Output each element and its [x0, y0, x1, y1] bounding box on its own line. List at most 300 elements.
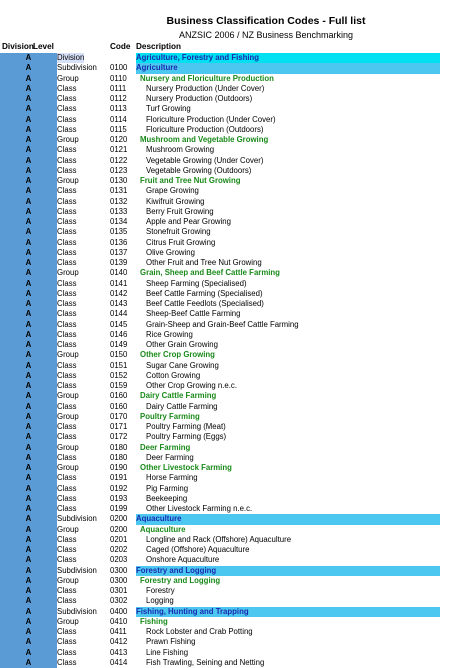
division-cell: A [0, 63, 57, 73]
description-cell: Prawn Fishing [146, 637, 196, 647]
description-cell: Floriculture Production (Outdoors) [146, 124, 264, 134]
division-cell: A [0, 84, 57, 94]
description-cell: Sugar Cane Growing [146, 360, 219, 370]
level-cell: Class [57, 422, 77, 431]
level-cell: Subdivision [57, 514, 97, 524]
division-cell: A [0, 607, 57, 617]
level-cell: Group [57, 411, 79, 421]
level-cell: Class [57, 309, 77, 319]
code-cell: 0301 [110, 586, 128, 595]
level-cell: Class [57, 278, 77, 288]
code-cell: 0202 [110, 545, 128, 554]
description-cell: Caged (Offshore) Aquaculture [146, 545, 250, 554]
level-cell: Group [57, 575, 79, 585]
division-cell: A [0, 238, 57, 248]
code-cell: 0135 [110, 227, 128, 237]
table-row [0, 248, 452, 258]
division-cell: A [0, 596, 57, 606]
code-cell: 0300 [110, 565, 128, 575]
division-cell: A [0, 463, 57, 473]
division-cell: A [0, 658, 57, 668]
code-cell: 0199 [110, 504, 128, 513]
level-cell: Class [57, 627, 77, 636]
code-cell: 0111 [110, 83, 127, 93]
code-cell: 0120 [110, 135, 128, 144]
table-row [0, 391, 452, 401]
division-cell: A [0, 166, 57, 176]
table-row [0, 197, 452, 207]
level-cell: Class [57, 555, 77, 565]
division-cell: A [0, 104, 57, 114]
code-cell: 0180 [110, 452, 128, 462]
table-row [0, 617, 452, 627]
code-cell: 0192 [110, 483, 128, 493]
division-cell: A [0, 361, 57, 371]
division-cell: A [0, 207, 57, 217]
table-row [0, 145, 452, 155]
table-row [0, 115, 452, 125]
code-cell: 0146 [110, 329, 128, 339]
classification-table [0, 53, 452, 668]
division-cell: A [0, 320, 57, 330]
table-row [0, 361, 452, 371]
table-row [0, 135, 452, 145]
table-row [0, 453, 452, 463]
code-cell: 0143 [110, 299, 128, 308]
description-cell: Kiwifruit Growing [146, 196, 205, 206]
division-cell: A [0, 586, 57, 596]
level-cell: Class [57, 360, 77, 370]
table-row [0, 504, 452, 514]
code-cell: 0410 [110, 616, 128, 626]
code-cell: 0171 [110, 422, 128, 431]
level-cell: Class [57, 381, 77, 390]
table-row [0, 412, 452, 422]
table-row [0, 53, 452, 63]
code-cell: 0150 [110, 350, 128, 360]
division-cell: A [0, 371, 57, 381]
level-cell: Group [57, 176, 79, 185]
code-cell: 0123 [110, 165, 128, 175]
division-cell: A [0, 350, 57, 360]
level-cell: Class [57, 114, 77, 124]
code-cell: 0112 [110, 94, 127, 103]
code-cell: 0159 [110, 381, 128, 390]
table-row [0, 637, 452, 647]
level-cell: Group [57, 350, 79, 360]
level-cell: Class [57, 637, 77, 647]
division-cell: A [0, 514, 57, 524]
level-cell: Class [57, 452, 77, 462]
code-cell: 0413 [110, 647, 128, 657]
level-cell: Group [57, 268, 79, 278]
level-cell: Class [57, 401, 77, 411]
division-cell: A [0, 494, 57, 504]
description-cell: Forestry and Logging [140, 575, 221, 585]
code-cell: 0133 [110, 206, 128, 216]
description-cell: Forestry [146, 586, 175, 595]
table-row [0, 74, 452, 84]
table-row [0, 648, 452, 658]
division-cell: A [0, 566, 57, 576]
description-cell: Logging [146, 596, 174, 606]
table-row [0, 340, 452, 350]
division-cell: A [0, 381, 57, 391]
description-cell: Beekeeping [146, 493, 188, 503]
description-cell: Cotton Growing [146, 370, 201, 380]
level-cell: Class [57, 94, 77, 103]
description-cell: Sheep-Beef Cattle Farming [146, 309, 241, 319]
level-cell: Class [57, 258, 77, 267]
description-cell: Forestry and Logging [136, 566, 440, 576]
division-cell: A [0, 145, 57, 155]
code-cell: 0414 [110, 657, 128, 667]
description-cell: Poultry Farming (Eggs) [146, 432, 227, 442]
table-row [0, 463, 452, 473]
division-cell: A [0, 484, 57, 494]
description-cell: Longline and Rack (Offshore) Aquaculture [146, 534, 292, 544]
level-cell: Class [57, 504, 77, 513]
division-cell: A [0, 648, 57, 658]
table-row [0, 176, 452, 186]
description-cell: Fishing, Hunting and Trapping [136, 607, 440, 617]
code-cell: 0144 [110, 309, 128, 319]
description-cell: Poultry Farming (Meat) [146, 422, 226, 431]
description-cell: Agriculture, Forestry and Fishing [136, 53, 440, 63]
description-cell: Sheep Farming (Specialised) [146, 278, 247, 288]
column-header-division: Division [2, 42, 34, 51]
level-cell: Group [57, 391, 79, 401]
description-cell: Aquaculture [136, 514, 440, 524]
division-cell: A [0, 74, 57, 84]
division-cell: A [0, 504, 57, 514]
division-cell: A [0, 309, 57, 319]
code-cell: 0121 [110, 145, 128, 155]
division-cell: A [0, 473, 57, 483]
description-cell: Rock Lobster and Crab Potting [146, 627, 253, 636]
division-cell: A [0, 637, 57, 647]
page-title: Business Classification Codes - Full list [166, 15, 366, 27]
division-cell: A [0, 576, 57, 586]
description-cell: Fishing [140, 616, 168, 626]
division-cell: A [0, 412, 57, 422]
level-cell: Class [57, 432, 77, 442]
column-header-level: Level [33, 42, 54, 51]
code-cell: 0100 [110, 63, 128, 73]
level-cell: Class [57, 165, 77, 175]
table-row [0, 566, 452, 576]
page-subtitle: ANZSIC 2006 / NZ Business Benchmarking [178, 30, 354, 40]
division-cell: A [0, 197, 57, 207]
level-cell: Class [57, 196, 77, 206]
level-cell: Class [57, 237, 77, 247]
level-cell: Division [57, 53, 85, 62]
division-cell: A [0, 176, 57, 186]
table-row [0, 238, 452, 248]
description-cell: Poultry Farming [140, 411, 200, 421]
division-cell: A [0, 525, 57, 535]
code-cell: 0160 [110, 391, 128, 401]
description-cell: Other Grain Growing [146, 340, 218, 349]
code-cell: 0145 [110, 319, 128, 329]
table-row [0, 627, 452, 637]
description-cell: Other Fruit and Tree Nut Growing [146, 258, 262, 267]
level-cell: Class [57, 493, 77, 503]
description-cell: Other Livestock Farming [140, 463, 232, 472]
table-row [0, 576, 452, 586]
division-cell: A [0, 248, 57, 258]
description-cell: Onshore Aquaculture [146, 555, 220, 565]
level-cell: Subdivision [57, 606, 97, 616]
level-cell: Group [57, 524, 79, 534]
level-cell: Group [57, 463, 79, 472]
table-row [0, 555, 452, 565]
description-cell: Mushroom Growing [146, 145, 215, 155]
level-cell: Group [57, 442, 79, 452]
code-cell: 0141 [110, 278, 128, 288]
table-row [0, 381, 452, 391]
code-cell: 0140 [110, 268, 128, 278]
table-row [0, 514, 452, 524]
description-cell: Beef Cattle Feedlots (Specialised) [146, 299, 264, 308]
description-cell: Floriculture Production (Under Cover) [146, 114, 276, 124]
code-cell: 0180 [110, 442, 128, 452]
division-cell: A [0, 299, 57, 309]
division-cell: A [0, 330, 57, 340]
division-cell: A [0, 135, 57, 145]
table-row [0, 443, 452, 453]
description-cell: Line Fishing [146, 647, 189, 657]
code-cell: 0191 [110, 473, 128, 483]
description-cell: Berry Fruit Growing [146, 206, 214, 216]
division-cell: A [0, 340, 57, 350]
level-cell: Group [57, 616, 79, 626]
table-row [0, 596, 452, 606]
division-cell: A [0, 115, 57, 125]
division-cell: A [0, 258, 57, 268]
description-cell: Citrus Fruit Growing [146, 237, 216, 247]
table-row [0, 535, 452, 545]
code-cell: 0170 [110, 411, 128, 421]
description-cell: Olive Growing [146, 247, 195, 257]
code-cell: 0411 [110, 627, 127, 636]
code-cell: 0149 [110, 340, 128, 349]
level-cell: Class [57, 596, 77, 606]
code-cell: 0152 [110, 370, 128, 380]
table-row [0, 320, 452, 330]
code-cell: 0172 [110, 432, 128, 442]
division-cell: A [0, 94, 57, 104]
description-cell: Dairy Cattle Farming [146, 401, 218, 411]
code-cell: 0190 [110, 463, 128, 472]
table-row [0, 166, 452, 176]
description-cell: Grain, Sheep and Beef Cattle Farming [140, 268, 280, 278]
level-cell: Class [57, 657, 77, 667]
table-row [0, 371, 452, 381]
division-cell: A [0, 186, 57, 196]
division-cell: A [0, 443, 57, 453]
column-header-code: Code [110, 42, 131, 51]
division-cell: A [0, 217, 57, 227]
code-cell: 0412 [110, 637, 128, 647]
level-cell: Class [57, 247, 77, 257]
level-cell: Group [57, 135, 79, 144]
description-cell: Grain-Sheep and Grain-Beef Cattle Farming [146, 319, 299, 329]
description-cell: Vegetable Growing (Under Cover) [146, 155, 264, 165]
code-cell: 0122 [110, 155, 128, 165]
description-cell: Other Crop Growing n.e.c. [146, 381, 238, 390]
table-row [0, 330, 452, 340]
code-cell: 0300 [110, 575, 128, 585]
table-row [0, 217, 452, 227]
table-row [0, 156, 452, 166]
description-cell: Other Livestock Farming n.e.c. [146, 504, 253, 513]
code-cell: 0137 [110, 247, 128, 257]
division-cell: A [0, 617, 57, 627]
description-cell: Dairy Cattle Farming [140, 391, 217, 401]
division-cell: A [0, 535, 57, 545]
level-cell: Class [57, 124, 77, 134]
description-cell: Vegetable Growing (Outdoors) [146, 165, 252, 175]
table-row [0, 268, 452, 278]
description-cell: Nursery Production (Outdoors) [146, 94, 253, 103]
description-cell: Fruit and Tree Nut Growing [140, 176, 241, 185]
description-cell: Apple and Pear Growing [146, 217, 231, 226]
level-cell: Class [57, 473, 77, 483]
code-cell: 0132 [110, 196, 128, 206]
level-cell: Class [57, 545, 77, 554]
code-cell: 0160 [110, 401, 128, 411]
table-row [0, 104, 452, 114]
table-row [0, 484, 452, 494]
table-row [0, 289, 452, 299]
table-row [0, 350, 452, 360]
level-cell: Class [57, 155, 77, 165]
table-row [0, 658, 452, 668]
description-cell: Agriculture [136, 63, 440, 73]
level-cell: Class [57, 299, 77, 308]
code-cell: 0200 [110, 524, 128, 534]
code-cell: 0201 [110, 534, 128, 544]
level-cell: Class [57, 206, 77, 216]
column-header-description: Description [136, 42, 182, 51]
description-cell: Pig Farming [146, 483, 189, 493]
table-row [0, 279, 452, 289]
description-cell: Mushroom and Vegetable Growing [140, 135, 269, 144]
description-cell: Deer Farming [140, 442, 191, 452]
table-row [0, 227, 452, 237]
description-cell: Fish Trawling, Seining and Netting [146, 657, 265, 667]
table-row [0, 586, 452, 596]
code-cell: 0115 [110, 124, 127, 134]
division-cell: A [0, 268, 57, 278]
code-cell: 0400 [110, 606, 128, 616]
table-row [0, 63, 452, 73]
code-cell: 0200 [110, 514, 128, 524]
description-cell: Turf Growing [146, 104, 191, 114]
description-cell: Nursery Production (Under Cover) [146, 83, 265, 93]
table-row [0, 186, 452, 196]
table-row [0, 94, 452, 104]
level-cell: Class [57, 340, 77, 349]
code-cell: 0151 [110, 360, 128, 370]
level-cell: Class [57, 83, 77, 93]
code-cell: 0131 [110, 186, 128, 196]
division-cell: A [0, 227, 57, 237]
division-cell: A [0, 422, 57, 432]
code-cell: 0130 [110, 176, 128, 185]
code-cell: 0134 [110, 217, 128, 226]
division-cell: A [0, 432, 57, 442]
description-cell: Nursery and Floriculture Production [140, 73, 274, 83]
table-row [0, 84, 452, 94]
level-cell: Class [57, 483, 77, 493]
level-cell: Class [57, 370, 77, 380]
division-cell: A [0, 289, 57, 299]
description-cell: Aquaculture [140, 524, 186, 534]
description-cell: Rice Growing [146, 329, 193, 339]
table-row [0, 309, 452, 319]
level-cell: Class [57, 227, 77, 237]
level-cell: Class [57, 319, 77, 329]
level-cell: Class [57, 186, 77, 196]
table-row [0, 473, 452, 483]
table-row [0, 207, 452, 217]
table-row [0, 299, 452, 309]
code-cell: 0110 [110, 73, 127, 83]
code-cell: 0302 [110, 596, 128, 606]
division-cell: A [0, 402, 57, 412]
level-cell: Class [57, 288, 77, 298]
description-cell: Deer Farming [146, 452, 194, 462]
level-cell: Class [57, 647, 77, 657]
division-cell: A [0, 53, 57, 63]
table-row [0, 432, 452, 442]
level-cell: Group [57, 73, 79, 83]
level-cell: Class [57, 329, 77, 339]
description-cell: Beef Cattle Farming (Specialised) [146, 288, 263, 298]
code-cell: 0136 [110, 237, 128, 247]
table-row [0, 422, 452, 432]
table-row [0, 525, 452, 535]
level-cell: Subdivision [57, 63, 97, 73]
division-cell: A [0, 156, 57, 166]
code-cell: 0113 [110, 104, 127, 114]
description-cell: Stonefruit Growing [146, 227, 211, 237]
division-cell: A [0, 279, 57, 289]
division-cell: A [0, 125, 57, 135]
description-cell: Horse Farming [146, 473, 198, 483]
table-row [0, 258, 452, 268]
code-cell: 0114 [110, 114, 127, 124]
division-cell: A [0, 545, 57, 555]
division-cell: A [0, 627, 57, 637]
level-cell: Class [57, 217, 77, 226]
level-cell: Class [57, 586, 77, 595]
code-cell: 0203 [110, 555, 128, 565]
table-row [0, 494, 452, 504]
table-row [0, 125, 452, 135]
table-row [0, 607, 452, 617]
level-cell: Class [57, 534, 77, 544]
level-cell: Subdivision [57, 565, 97, 575]
division-cell: A [0, 555, 57, 565]
level-cell: Class [57, 145, 77, 155]
table-row [0, 545, 452, 555]
description-cell: Other Crop Growing [140, 350, 215, 360]
division-cell: A [0, 391, 57, 401]
table-row [0, 402, 452, 412]
